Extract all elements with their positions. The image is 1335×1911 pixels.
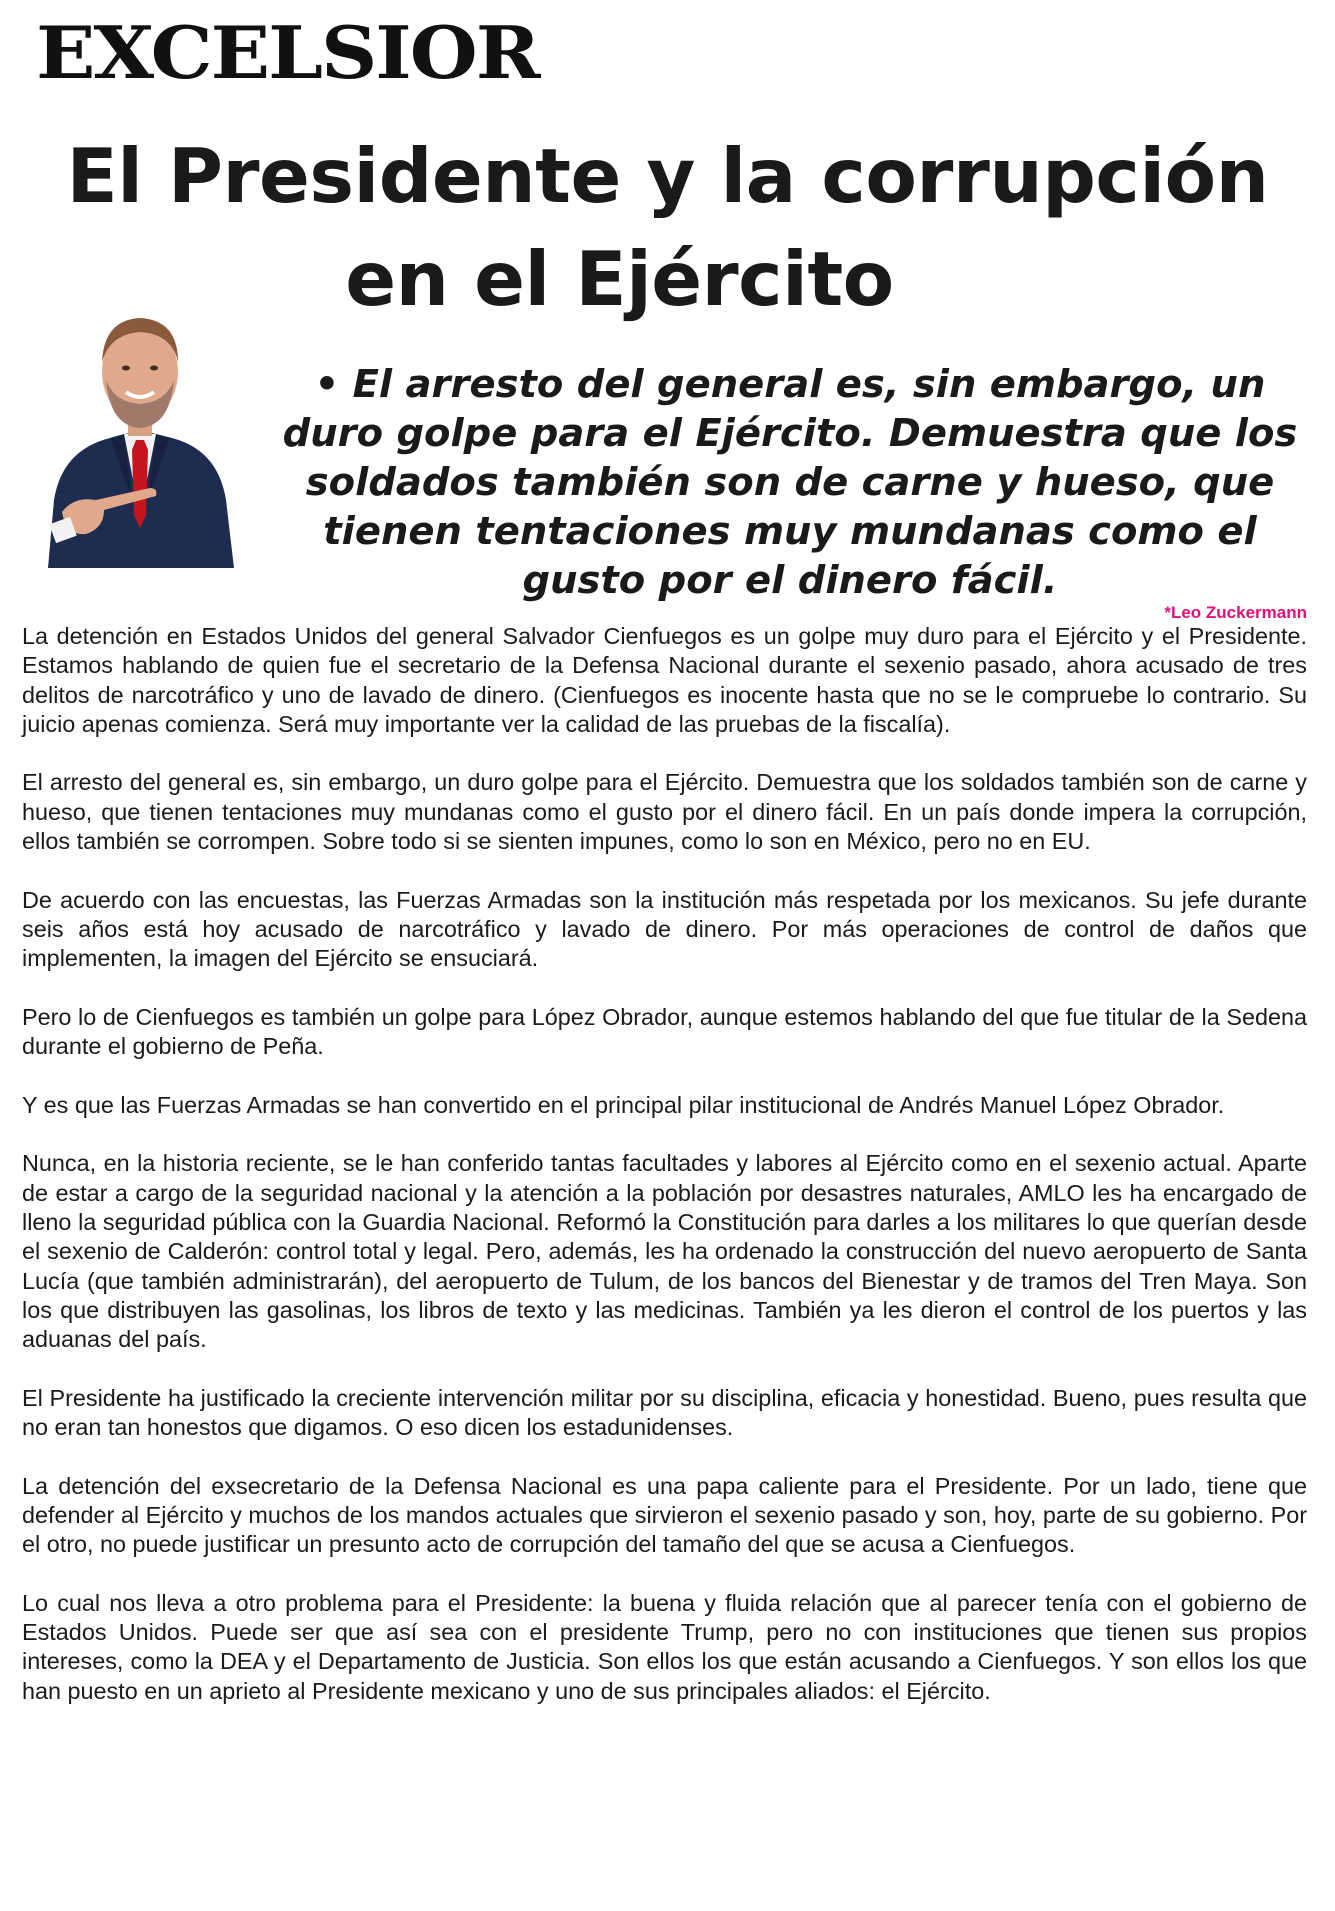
headline-line-1: El Presidente y la corrupción	[66, 132, 1269, 220]
paragraph: De acuerdo con las encuestas, las Fuerzas Armadas son la institución más respetada por los mexicanos. Su jefe durante seis años está hoy acusado de narcotráfico y lavado de dinero. Por más operaciones de control de daños que implementen, la imagen del Ejército se ensuciará.	[22, 886, 1307, 972]
author-photo	[40, 300, 240, 568]
paragraph: Pero lo de Cienfuegos es también un golpe para López Obrador, aunque estemos hablando del que fue titular de la Sedena durante el gobierno de Peña.	[22, 1003, 1307, 1060]
headline-line-2: en el Ejército	[345, 235, 894, 323]
paragraph: Y es que las Fuerzas Armadas se han convertido en el principal pilar institucional de Andrés Manuel López Obrador.	[22, 1091, 1225, 1118]
paragraph: La detención en Estados Unidos del general Salvador Cienfuegos es un golpe muy duro para el Ejército y el Presidente. Estamos hablando de quien fue el secretario de la Defensa Nacional durante el sexenio pasado, ahora acusado de tres delitos de narcotráfico y uno de lavado de dinero. (Cienfuegos es inocente hasta que no se le compruebe lo contrario. Su juicio apenas comienza. Será muy importante ver la calidad de las pruebas de la fiscalía).	[22, 623, 1307, 737]
article-body	[22, 622, 1307, 1735]
paragraph: El arresto del general es, sin embargo, un duro golpe para el Ejército. Demuestra que los soldados también son de carne y hueso, que tienen tentaciones muy mundanas como el gusto por el dinero fácil. En un país donde impera la corrupción, ellos también se corrompen. Sobre todo si se sienten impunes, como lo son en México, pero no en EU.	[22, 769, 1307, 855]
paragraph: El Presidente ha justificado la creciente intervención militar por su disciplina, eficacia y honestidad. Bueno, pues resulta que no eran tan honestos que digamos. O eso dicen los estadunidenses.	[22, 1384, 1307, 1441]
paragraph: Lo cual nos lleva a otro problema para el Presidente: la buena y fluida relación que al parecer tenía con el gobierno de Estados Unidos. Puede ser que así sea con el presidente Trump, pero no con instituciones que tienen sus propios intereses, como la DEA y el Departamento de Justicia. Son ellos los que están acusando a Cienfuegos. Y son ellos los que han puesto en un aprieto al Presidente mexicano y uno de sus principales aliados: el Ejército.	[22, 1589, 1307, 1704]
paragraph: La detención del exsecretario de la Defensa Nacional es una papa caliente para el Presidente. Por un lado, tiene que defender al Ejército y muchos de los mandos actuales que sirvieron el sexenio pasado y son, hoy, parte de su gobierno. Por el otro, no puede justificar un presunto acto de corrupción del tamaño del que se acusa a Cienfuegos.	[22, 1472, 1307, 1558]
byline: *Leo Zuckermann	[1164, 603, 1307, 622]
paragraph: Nunca, en la historia reciente, se le han conferido tantas facultades y labores al Ejército como en el sexenio actual. Aparte de estar a cargo de la seguridad nacional y la atención a la población por desastres naturales, AMLO les ha encargado de lleno la seguridad pública con la Guardia Nacional. Reformó la Constitución para darles a los militares lo que querían desde el sexenio de Calderón: control total y legal. Pero, además, les ha ordenado la construcción del nuevo aeropuerto de Santa Lucía (que también administrarán), del aeropuerto de Tulum, de los bancos del Bienestar y de tramos del Tren Maya. Son los que distribuyen las gasolinas, los libros de texto y las medicinas. También ya les dieron el control de los puertos y las aduanas del país.	[22, 1150, 1307, 1353]
masthead-logo: EXCELSIOR	[36, 11, 539, 96]
article-deck: • El arresto del general es, sin embargo, un duro golpe para el Ejército. Demuestra que los soldados también son de carne y hueso, que tienen tentaciones muy mundanas como el gusto por el dinero fácil.	[282, 362, 1298, 603]
